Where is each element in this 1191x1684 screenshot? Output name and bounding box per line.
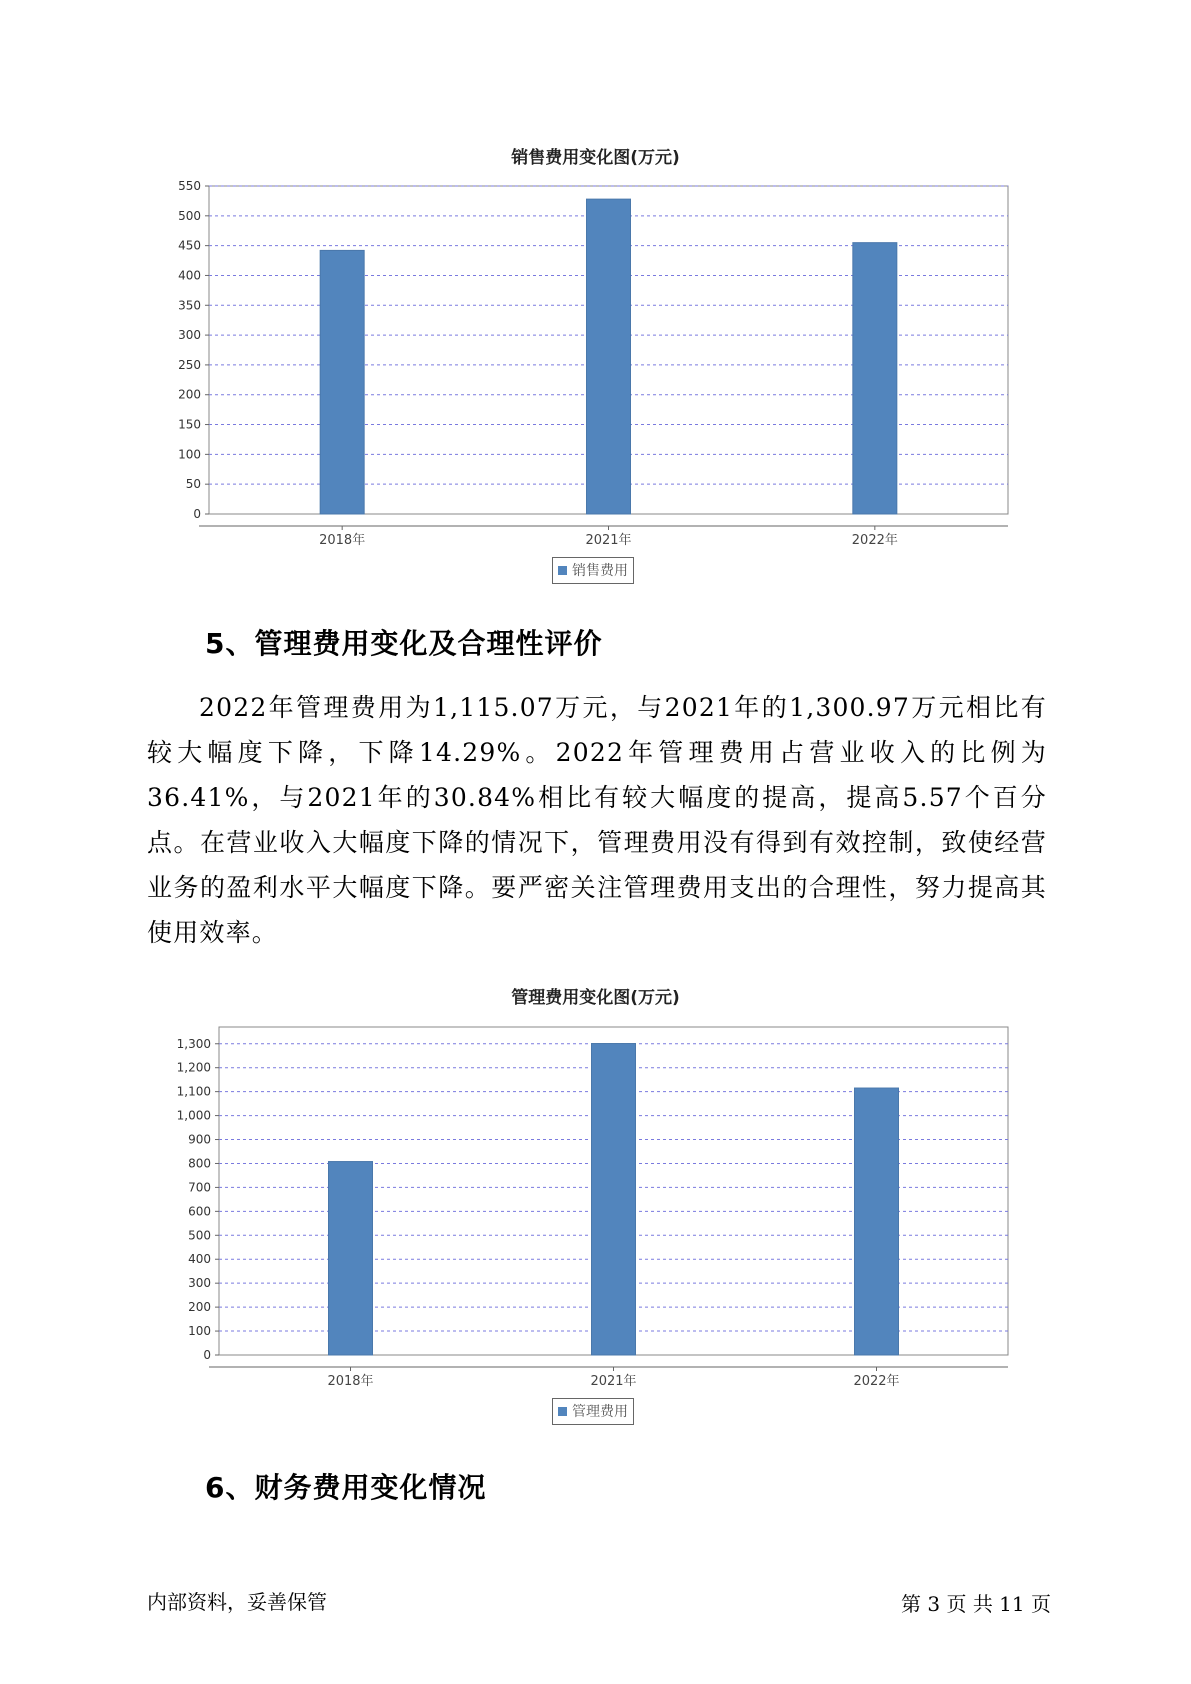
- y-tick-label: 200: [178, 387, 201, 402]
- chart2-title: 管理费用变化图(万元): [511, 988, 680, 1008]
- y-tick-label: 700: [188, 1180, 211, 1195]
- y-tick-label: 100: [178, 447, 201, 462]
- y-tick-label: 200: [188, 1300, 211, 1315]
- chart1-legend-label: 销售费用: [572, 563, 628, 579]
- x-tick-label: 2022年: [851, 533, 898, 548]
- bar-2021年: [592, 1044, 636, 1355]
- y-tick-label: 400: [178, 268, 201, 283]
- x-tick-label: 2021年: [585, 533, 632, 548]
- y-tick-label: 300: [178, 328, 201, 343]
- y-tick-label: 150: [178, 417, 201, 432]
- y-tick-label: 600: [188, 1204, 211, 1219]
- y-tick-label: 1,300: [176, 1036, 211, 1051]
- y-tick-label: 350: [178, 298, 201, 313]
- y-tick-label: 1,000: [176, 1108, 211, 1123]
- y-tick-label: 50: [185, 477, 201, 492]
- footer-page-number: 第 3 页 共 11 页: [901, 1592, 1051, 1616]
- chart1-title: 销售费用变化图(万元): [511, 148, 680, 168]
- y-tick-label: 1,100: [176, 1084, 211, 1099]
- y-tick-label: 100: [188, 1324, 211, 1339]
- y-tick-label: 1,200: [176, 1060, 211, 1075]
- x-tick-label: 2022年: [853, 1374, 900, 1389]
- y-tick-label: 300: [188, 1276, 211, 1291]
- y-tick-label: 500: [188, 1228, 211, 1243]
- y-tick-label: 550: [178, 179, 201, 193]
- legend-swatch: [558, 1407, 567, 1416]
- chart2-legend: [552, 1398, 634, 1425]
- y-tick-label: 250: [178, 357, 201, 372]
- section5-paragraph: 2022年管理费用为1,115.07万元，与2021年的1,300.97万元相比有较大幅度下降，下降14.29%。2022年管理费用占营业收入的比例为36.41%，与2021年的30.84%相比有较大幅度的提高，提高5.57个百分点。在营业收入大幅度下降的情况下，管理费用没有得到有效控制，致使经营业务的盈利水平大幅度下降。要严密关注管理费用支出的合理性，努力提高其使用效率。: [147, 693, 1047, 947]
- x-tick-label: 2018年: [327, 1374, 374, 1389]
- y-tick-label: 0: [203, 1348, 211, 1362]
- y-tick-label: 450: [178, 238, 201, 253]
- y-tick-label: 900: [188, 1132, 211, 1147]
- y-tick-label: 800: [188, 1156, 211, 1171]
- y-tick-label: 400: [188, 1252, 211, 1267]
- x-tick-label: 2021年: [590, 1374, 637, 1389]
- chart2-legend-label: 管理费用: [572, 1404, 628, 1420]
- section6-heading: 6、财务费用变化情况: [205, 1471, 487, 1504]
- x-tick-label: 2018年: [319, 533, 366, 548]
- bar-2022年: [855, 1088, 899, 1355]
- bar-2018年: [329, 1162, 373, 1355]
- section5-heading: 5、管理费用变化及合理性评价: [205, 627, 603, 660]
- y-tick-label: 0: [193, 507, 201, 521]
- y-tick-label: 500: [178, 208, 201, 223]
- footer-confidential: 内部资料，妥善保管: [147, 1590, 327, 1614]
